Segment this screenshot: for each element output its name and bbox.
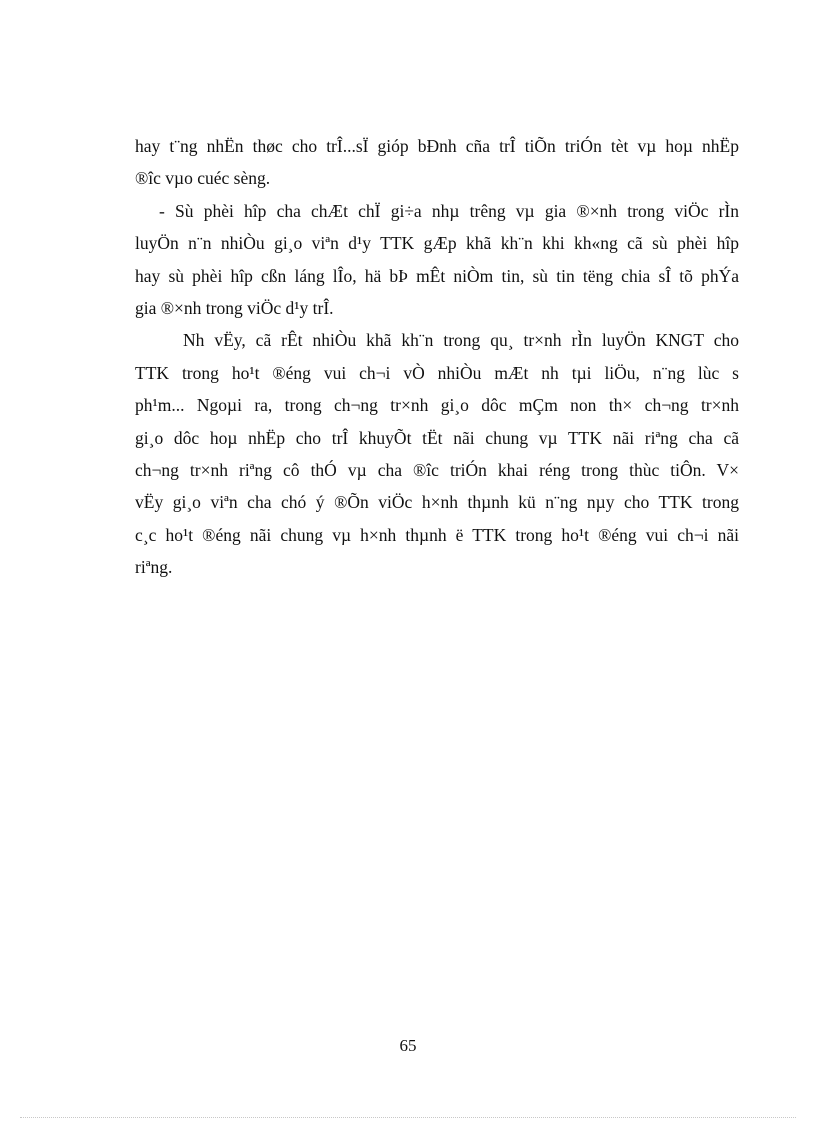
text-line: ch¬ng tr×nh riªng cô thÓ vµ cha ®îc triÓn khai réng trong thùc tiÔn. V× <box>135 459 739 480</box>
text-line: hay sù phèi hîp cßn láng lÎo, hä bÞ mÊt niÒm tin, sù tin tëng chia sÎ tõ phÝa <box>135 265 739 286</box>
text-line: Nh vËy, cã rÊt nhiÒu khã kh¨n trong qu¸ tr×nh rÌn luyÖn KNGT cho <box>183 330 739 351</box>
text-line: - Sù phèi hîp cha chÆt chÏ gi÷a nhµ trêng vµ gia ®×nh trong viÖc rÌn <box>159 200 739 221</box>
text-line: vËy gi¸o viªn cha chó ý ®Õn viÖc h×nh thµnh kü n¨ng nµy cho TTK trong <box>135 492 739 513</box>
paragraph <box>135 130 739 195</box>
paragraph <box>135 195 739 325</box>
text-line: luyÖn n¨n nhiÒu gi¸o viªn d¹y TTK gÆp khã kh¨n khi kh«ng cã sù phèi hîp <box>135 233 739 254</box>
text-line: TTK trong ho¹t ®éng vui ch¬i vÒ nhiÒu mÆt nh tµi liÖu, n¨ng lùc s <box>135 362 739 383</box>
page-number: 65 <box>399 1036 417 1055</box>
text-line: ®îc vµo cuéc sèng. <box>135 168 271 189</box>
text-line: c¸c ho¹t ®éng nãi chung vµ h×nh thµnh ë TTK trong ho¹t ®éng vui ch¬i nãi <box>135 524 739 545</box>
paragraph <box>135 324 739 583</box>
document-body <box>135 130 739 583</box>
text-line: gi¸o dôc hoµ nhËp cho trÎ khuyÕt tËt nãi chung vµ TTK nãi riªng cha cã <box>135 427 739 448</box>
text-line: hay t¨ng nhËn thøc cho trÎ...sÏ gióp bÐnh cña trÎ tiÕn triÓn tèt vµ hoµ nhËp <box>135 136 739 156</box>
text-line: riªng. <box>135 557 173 578</box>
text-line: gia ®×nh trong viÖc d¹y trÎ. <box>135 297 334 318</box>
text-line: ph¹m... Ngoµi ra, trong ch¬ng tr×nh gi¸o dôc mÇm non th× ch¬ng tr×nh <box>135 395 739 416</box>
page-bottom-divider <box>20 1117 796 1118</box>
